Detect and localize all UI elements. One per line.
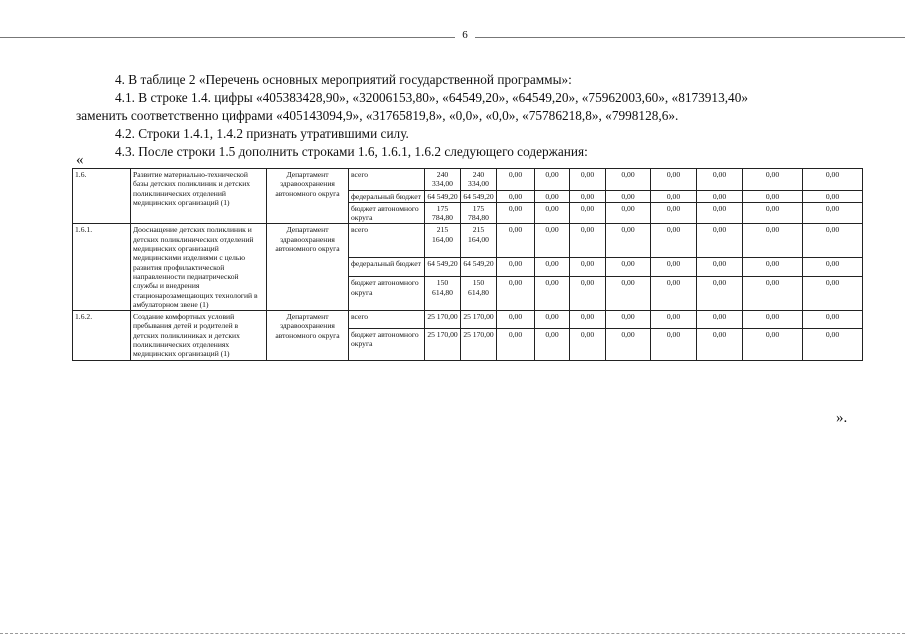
table-row <box>73 224 863 258</box>
year-value-cell: 0,00 <box>606 277 651 311</box>
total-value-cell: 64 549,20 <box>425 190 461 202</box>
year-value-cell: 0,00 <box>570 190 606 202</box>
year-value-cell: 0,00 <box>651 224 697 258</box>
paragraph-4-3: 4.3. После строки 1.5 дополнить строками 1.6, 1.6.1, 1.6.2 следующего содержания: <box>115 144 588 159</box>
year-value-cell: 0,00 <box>570 329 606 361</box>
year-value-cell: 0,00 <box>535 258 570 277</box>
year-value-cell: 0,00 <box>743 224 803 258</box>
year-value-cell: 0,00 <box>803 202 863 224</box>
year-value-cell: 0,00 <box>803 311 863 329</box>
year-value-cell: 0,00 <box>497 311 535 329</box>
year-value-cell: 150 614,80 <box>461 277 497 311</box>
year-value-cell: 0,00 <box>803 190 863 202</box>
total-value-cell: 215 164,00 <box>425 224 461 258</box>
year-value-cell: 25 170,00 <box>461 329 497 361</box>
paragraph-4-1-line1: 4.1. В строке 1.4. цифры «405383428,90», «32006153,80», «64549,20», «64549,20», «75962003,60», «8173913,40» <box>115 90 748 105</box>
total-value-cell: 175 784,80 <box>425 202 461 224</box>
footer-rule <box>0 633 905 634</box>
year-value-cell: 64 549,20 <box>461 258 497 277</box>
row-number-cell: 1.6.2. <box>73 311 131 360</box>
year-value-cell: 0,00 <box>570 258 606 277</box>
year-value-cell: 0,00 <box>570 224 606 258</box>
year-value-cell: 0,00 <box>570 311 606 329</box>
year-value-cell: 0,00 <box>697 169 743 191</box>
year-value-cell: 0,00 <box>651 258 697 277</box>
year-value-cell: 0,00 <box>651 329 697 361</box>
year-value-cell: 0,00 <box>743 311 803 329</box>
year-value-cell: 0,00 <box>535 329 570 361</box>
funding-source-cell: бюджет автономного округа <box>349 202 425 224</box>
funding-source-cell: всего <box>349 169 425 191</box>
year-value-cell: 0,00 <box>697 258 743 277</box>
year-value-cell: 0,00 <box>651 311 697 329</box>
year-value-cell: 0,00 <box>606 169 651 191</box>
header-rule <box>0 37 905 38</box>
program-activities-table <box>72 168 863 361</box>
year-value-cell: 175 784,80 <box>461 202 497 224</box>
year-value-cell: 0,00 <box>535 169 570 191</box>
year-value-cell: 0,00 <box>697 277 743 311</box>
funding-source-cell: всего <box>349 224 425 258</box>
year-value-cell: 0,00 <box>697 202 743 224</box>
funding-source-cell: всего <box>349 311 425 329</box>
year-value-cell: 0,00 <box>803 329 863 361</box>
year-value-cell: 0,00 <box>535 190 570 202</box>
year-value-cell: 0,00 <box>497 224 535 258</box>
year-value-cell: 0,00 <box>651 202 697 224</box>
paragraph-4-1-line2: заменить соответственно цифрами «405143094,9», «31765819,8», «0,0», «0,0», «75786218,8», «7998128,6». <box>76 108 679 123</box>
year-value-cell: 0,00 <box>606 258 651 277</box>
year-value-cell: 0,00 <box>651 277 697 311</box>
executor-cell: Департамент здравоохранения автономного округа <box>267 311 349 360</box>
total-value-cell: 150 614,80 <box>425 277 461 311</box>
year-value-cell: 0,00 <box>697 190 743 202</box>
year-value-cell: 0,00 <box>803 258 863 277</box>
total-value-cell: 64 549,20 <box>425 258 461 277</box>
activity-name-cell: Создание комфортных условий пребывания детей и родителей в детских поликлиниках и детских поликлинических отделениях медицинских организаций (1) <box>131 311 267 360</box>
activity-name-cell: Дооснащение детских поликлиник и детских поликлинических отделений медицинских организаций медицинскими изделиями с целью развития профилактической направленности педиатрической службы и внедрения стационарозамещающих технологий в амбулаторном звене (1) <box>131 224 267 311</box>
year-value-cell: 0,00 <box>497 202 535 224</box>
year-value-cell: 0,00 <box>497 329 535 361</box>
year-value-cell: 0,00 <box>803 277 863 311</box>
total-value-cell: 25 170,00 <box>425 329 461 361</box>
year-value-cell: 0,00 <box>743 329 803 361</box>
year-value-cell: 0,00 <box>606 329 651 361</box>
row-number-cell: 1.6. <box>73 169 131 224</box>
year-value-cell: 0,00 <box>535 277 570 311</box>
year-value-cell: 0,00 <box>497 190 535 202</box>
year-value-cell: 0,00 <box>743 258 803 277</box>
closing-quote: ». <box>836 410 848 426</box>
year-value-cell: 0,00 <box>535 202 570 224</box>
paragraph-4: 4. В таблице 2 «Перечень основных мероприятий государственной программы»: <box>115 72 572 87</box>
year-value-cell: 0,00 <box>497 277 535 311</box>
year-value-cell: 0,00 <box>697 329 743 361</box>
activity-name-cell: Развитие материально-технической базы детских поликлиник и детских поликлинических отделений медицинских организаций (1) <box>131 169 267 224</box>
year-value-cell: 0,00 <box>606 311 651 329</box>
executor-cell: Департамент здравоохранения автономного округа <box>267 169 349 224</box>
opening-quote: « <box>76 152 84 168</box>
year-value-cell: 0,00 <box>570 277 606 311</box>
year-value-cell: 0,00 <box>743 169 803 191</box>
executor-cell: Департамент здравоохранения автономного округа <box>267 224 349 311</box>
funding-source-cell: федеральный бюджет <box>349 190 425 202</box>
year-value-cell: 0,00 <box>743 202 803 224</box>
row-number-cell: 1.6.1. <box>73 224 131 311</box>
year-value-cell: 0,00 <box>697 224 743 258</box>
year-value-cell: 0,00 <box>606 224 651 258</box>
year-value-cell: 0,00 <box>570 169 606 191</box>
year-value-cell: 0,00 <box>651 190 697 202</box>
year-value-cell: 215 164,00 <box>461 224 497 258</box>
year-value-cell: 0,00 <box>535 311 570 329</box>
total-value-cell: 25 170,00 <box>425 311 461 329</box>
year-value-cell: 240 334,00 <box>461 169 497 191</box>
year-value-cell: 0,00 <box>497 258 535 277</box>
total-value-cell: 240 334,00 <box>425 169 461 191</box>
year-value-cell: 0,00 <box>743 277 803 311</box>
funding-source-cell: федеральный бюджет <box>349 258 425 277</box>
funding-source-cell: бюджет автономного округа <box>349 329 425 361</box>
year-value-cell: 0,00 <box>497 169 535 191</box>
year-value-cell: 0,00 <box>570 202 606 224</box>
year-value-cell: 0,00 <box>743 190 803 202</box>
year-value-cell: 64 549,20 <box>461 190 497 202</box>
funding-source-cell: бюджет автономного округа <box>349 277 425 311</box>
year-value-cell: 0,00 <box>651 169 697 191</box>
year-value-cell: 0,00 <box>803 224 863 258</box>
year-value-cell: 25 170,00 <box>461 311 497 329</box>
table-row <box>73 311 863 329</box>
paragraph-4-2: 4.2. Строки 1.4.1, 1.4.2 признать утратившими силу. <box>115 126 409 141</box>
year-value-cell: 0,00 <box>803 169 863 191</box>
table-row <box>73 169 863 191</box>
page-number: 6 <box>455 29 475 41</box>
year-value-cell: 0,00 <box>606 190 651 202</box>
year-value-cell: 0,00 <box>535 224 570 258</box>
year-value-cell: 0,00 <box>606 202 651 224</box>
year-value-cell: 0,00 <box>697 311 743 329</box>
